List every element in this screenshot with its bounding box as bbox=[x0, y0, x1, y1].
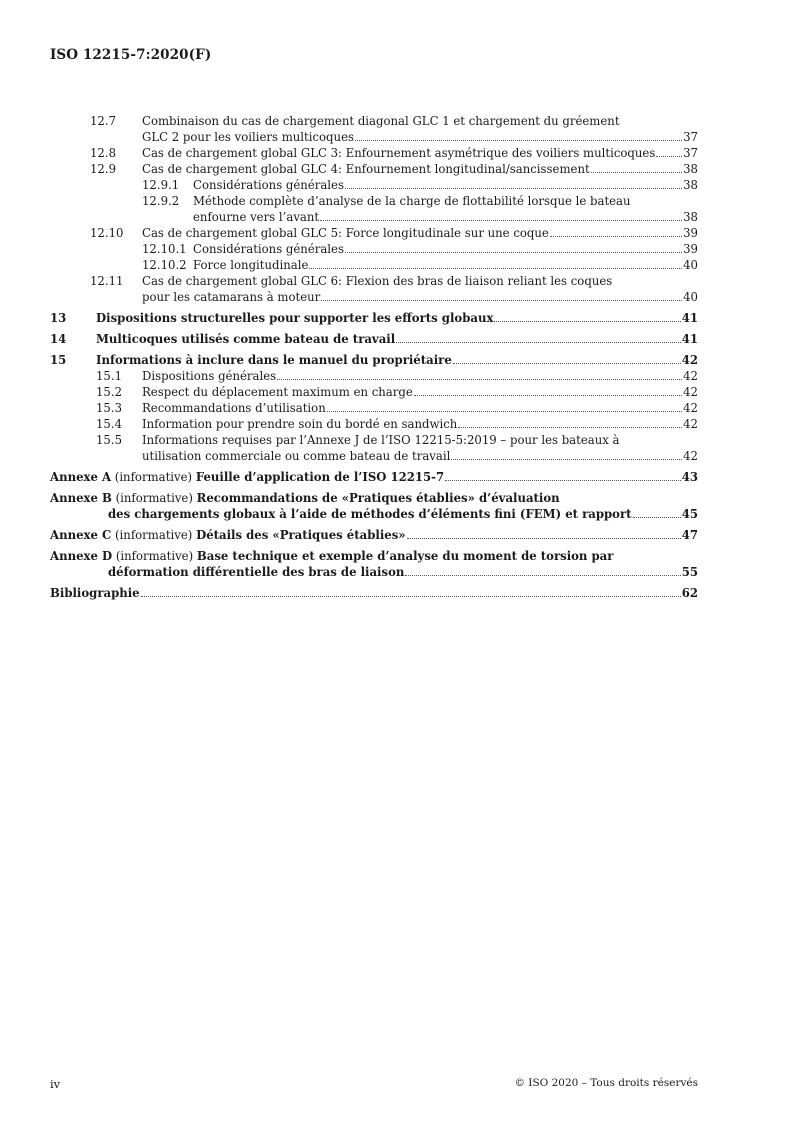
annex-label: Annexe D bbox=[50, 549, 113, 563]
footer-copyright: © ISO 2020 – Tous droits réservés bbox=[514, 1077, 698, 1089]
toc-entry-13[interactable] bbox=[50, 310, 698, 326]
toc-number: 15.1 bbox=[96, 369, 123, 383]
toc-entry-14[interactable] bbox=[50, 331, 698, 347]
toc-page-number: 41 bbox=[681, 332, 698, 346]
toc-page-number: 47 bbox=[681, 528, 698, 542]
leader-dots bbox=[453, 363, 681, 364]
toc-text: Respect du déplacement maximum en charge bbox=[142, 385, 413, 399]
toc-entry-annex-a[interactable] bbox=[50, 469, 698, 485]
toc-page-number: 41 bbox=[681, 311, 698, 325]
toc-entry-12-10-1[interactable] bbox=[50, 241, 698, 257]
toc-text: Multicoques utilisés comme bateau de travail bbox=[96, 332, 396, 346]
annex-label: Annexe C bbox=[50, 528, 112, 542]
toc-text-line2: enfourne vers l’avant bbox=[193, 210, 320, 224]
leader-dots bbox=[633, 517, 681, 518]
toc-entry-annex-c[interactable] bbox=[50, 527, 698, 543]
annex-title-line1: Recommandations de «Pratiques établies» d’évaluation bbox=[196, 491, 560, 505]
toc-page-number: 45 bbox=[681, 507, 698, 521]
toc-page-number: 37 bbox=[683, 130, 698, 144]
document-header: ISO 12215-7:2020(F) bbox=[50, 47, 212, 63]
toc-entry-12-10[interactable] bbox=[50, 225, 698, 241]
leader-dots bbox=[550, 236, 682, 237]
toc-entry-15[interactable] bbox=[50, 352, 698, 368]
toc-page-number: 62 bbox=[681, 586, 698, 600]
annex-title-line2: des chargements globaux à l’aide de méthodes d’éléments fini (FEM) et rapport bbox=[108, 507, 632, 521]
toc-text: Cas de chargement global GLC 4: Enfournement longitudinal/sancissement bbox=[142, 162, 590, 176]
leader-dots bbox=[277, 379, 682, 380]
leader-dots bbox=[345, 252, 682, 253]
toc-page-number: 42 bbox=[683, 401, 698, 415]
toc-page-number: 55 bbox=[681, 565, 698, 579]
toc-number: 12.9.2 bbox=[142, 194, 180, 208]
toc-text: Cas de chargement global GLC 5: Force longitudinale sur une coque bbox=[142, 226, 549, 240]
toc-text: Dispositions générales bbox=[142, 369, 277, 383]
leader-dots bbox=[309, 268, 682, 269]
toc-entry-12-7[interactable] bbox=[50, 113, 698, 145]
footer-page-number: iv bbox=[50, 1077, 61, 1091]
toc-page-number: 37 bbox=[683, 146, 698, 160]
toc-text-line1: Cas de chargement global GLC 6: Flexion des bras de liaison reliant les coques bbox=[142, 274, 613, 288]
toc-page-number: 40 bbox=[683, 258, 698, 272]
toc-text-line1: Combinaison du cas de chargement diagonal GLC 1 et chargement du gréement bbox=[142, 114, 620, 128]
toc-number: 12.10 bbox=[90, 226, 124, 240]
toc-entry-annex-b[interactable] bbox=[50, 490, 698, 522]
toc-entry-12-9-2[interactable] bbox=[50, 193, 698, 225]
toc-number: 12.10.2 bbox=[142, 258, 187, 272]
toc-text-line2: GLC 2 pour les voiliers multicoques bbox=[142, 130, 354, 144]
annex-title: Détails des «Pratiques établies» bbox=[196, 528, 406, 542]
leader-dots bbox=[320, 220, 682, 221]
leader-dots bbox=[141, 596, 681, 597]
toc-page-number: 42 bbox=[683, 417, 698, 431]
toc-page-number: 42 bbox=[683, 385, 698, 399]
toc-text-line2: utilisation commerciale ou comme bateau de travail bbox=[142, 449, 451, 463]
toc-number: 15.3 bbox=[96, 401, 123, 415]
toc-number: 15.4 bbox=[96, 417, 123, 431]
toc-text: Dispositions structurelles pour supporter les efforts globaux bbox=[96, 311, 494, 325]
toc-page-number: 42 bbox=[681, 353, 698, 367]
annex-tag: (informative) bbox=[111, 491, 197, 505]
leader-dots bbox=[656, 156, 682, 157]
toc-text-line1: Informations requises par l’Annexe J de l’ISO 12215-5:2019 – pour les bateaux à bbox=[142, 433, 620, 447]
toc-page-number: 38 bbox=[683, 162, 698, 176]
toc-page-number: 42 bbox=[683, 369, 698, 383]
toc-entry-15-4[interactable] bbox=[50, 416, 698, 432]
toc-entry-15-2[interactable] bbox=[50, 384, 698, 400]
annex-label: Annexe A bbox=[50, 470, 112, 484]
toc-text: Considérations générales bbox=[193, 178, 344, 192]
toc-number: 12.9.1 bbox=[142, 178, 180, 192]
toc-number: 12.9 bbox=[90, 162, 117, 176]
toc-number: 12.11 bbox=[90, 274, 124, 288]
toc-page-number: 43 bbox=[681, 470, 698, 484]
annex-tag: (informative) bbox=[112, 549, 197, 563]
leader-dots bbox=[451, 459, 682, 460]
toc-text-line1: Méthode complète d’analyse de la charge de flottabilité lorsque le bateau bbox=[193, 194, 631, 208]
toc-entry-annex-d[interactable] bbox=[50, 548, 698, 580]
toc-text-line2: pour les catamarans à moteur bbox=[142, 290, 321, 304]
annex-title: Feuille d’application de l’ISO 12215-7 bbox=[195, 470, 445, 484]
table-of-contents bbox=[50, 113, 698, 601]
annex-label: Annexe B bbox=[50, 491, 112, 505]
toc-entry-12-10-2[interactable] bbox=[50, 257, 698, 273]
toc-number: 13 bbox=[50, 311, 67, 325]
leader-dots bbox=[405, 575, 680, 576]
annex-title-line1: Base technique et exemple d’analyse du moment de torsion par bbox=[196, 549, 614, 563]
toc-number: 12.7 bbox=[90, 114, 117, 128]
toc-text: Force longitudinale bbox=[193, 258, 309, 272]
toc-entry-15-1[interactable] bbox=[50, 368, 698, 384]
leader-dots bbox=[494, 321, 680, 322]
toc-text: Informations à inclure dans le manuel du propriétaire bbox=[96, 353, 452, 367]
toc-entry-bibliography[interactable] bbox=[50, 585, 698, 601]
toc-text: Considérations générales bbox=[193, 242, 344, 256]
leader-dots bbox=[591, 172, 682, 173]
toc-number: 15.2 bbox=[96, 385, 123, 399]
toc-page-number: 39 bbox=[683, 226, 698, 240]
leader-dots bbox=[396, 342, 681, 343]
toc-page-number: 38 bbox=[683, 178, 698, 192]
toc-text: Cas de chargement global GLC 3: Enfournement asymétrique des voiliers multicoques bbox=[142, 146, 656, 160]
leader-dots bbox=[458, 427, 682, 428]
toc-entry-12-11[interactable] bbox=[50, 273, 698, 305]
annex-tag: (informative) bbox=[111, 528, 197, 542]
toc-page-number: 40 bbox=[683, 290, 698, 304]
toc-page-number: 42 bbox=[683, 449, 698, 463]
leader-dots bbox=[445, 480, 681, 481]
toc-page-number: 39 bbox=[683, 242, 698, 256]
toc-text: Bibliographie bbox=[50, 586, 140, 600]
leader-dots bbox=[414, 395, 682, 396]
annex-title-line2: déformation différentielle des bras de liaison bbox=[108, 565, 405, 579]
toc-number: 15 bbox=[50, 353, 67, 367]
toc-entry-12-9[interactable] bbox=[50, 161, 698, 177]
leader-dots bbox=[355, 140, 682, 141]
leader-dots bbox=[327, 411, 682, 412]
toc-number: 12.8 bbox=[90, 146, 117, 160]
leader-dots bbox=[345, 188, 682, 189]
toc-page-number: 38 bbox=[683, 210, 698, 224]
leader-dots bbox=[407, 538, 681, 539]
toc-number: 15.5 bbox=[96, 433, 123, 447]
toc-entry-12-9-1[interactable] bbox=[50, 177, 698, 193]
toc-entry-15-3[interactable] bbox=[50, 400, 698, 416]
toc-text: Information pour prendre soin du bordé en sandwich bbox=[142, 417, 458, 431]
toc-number: 14 bbox=[50, 332, 67, 346]
toc-entry-12-8[interactable] bbox=[50, 145, 698, 161]
annex-tag: (informative) bbox=[111, 470, 196, 484]
toc-number: 12.10.1 bbox=[142, 242, 187, 256]
toc-entry-15-5[interactable] bbox=[50, 432, 698, 464]
leader-dots bbox=[321, 300, 682, 301]
toc-text: Recommandations d’utilisation bbox=[142, 401, 326, 415]
